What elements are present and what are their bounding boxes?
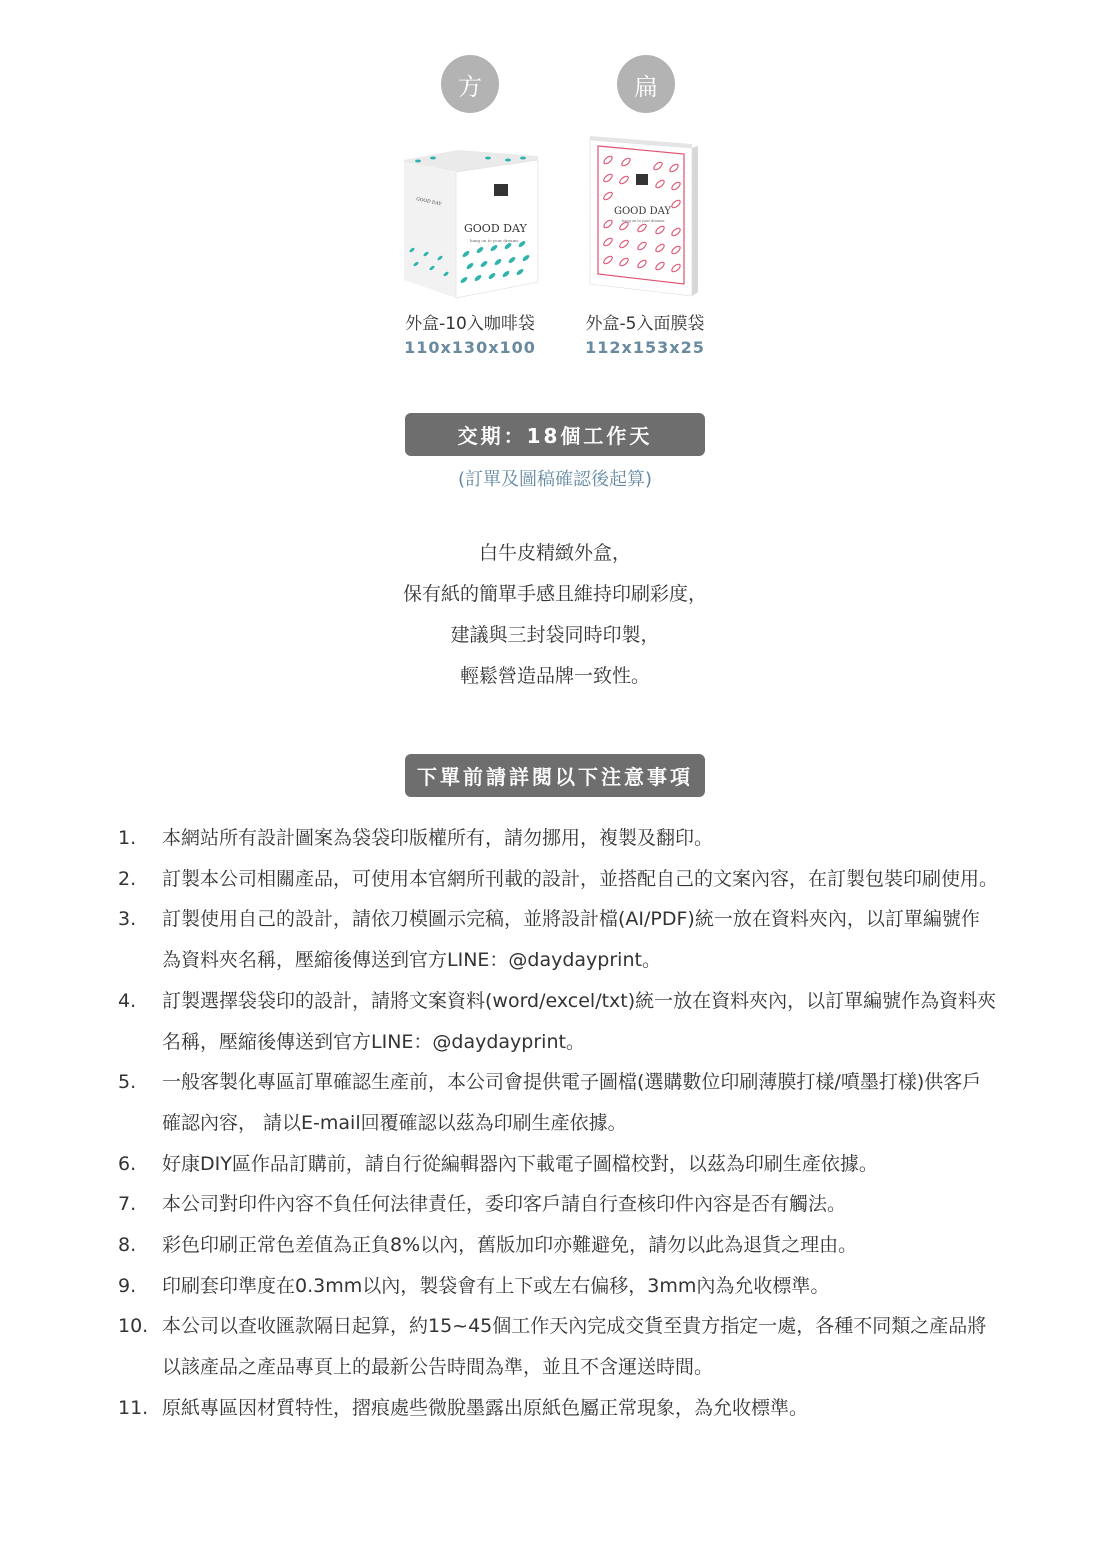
notice-item-number: 1. — [118, 827, 137, 849]
notice-item — [118, 1144, 998, 1185]
notice-item-number: 9. — [118, 1274, 137, 1297]
notice-item — [118, 1306, 998, 1387]
description-line: 保有紙的簡單手感且維持印刷彩度， — [402, 583, 707, 605]
notice-item — [118, 899, 998, 980]
notice-item-text: 一般客製化專區訂單確認生產前，本公司會提供電子圖檔(選購數位印刷薄膜打樣/噴墨打樣)供客戶確認內容， 請以E-mail回覆確認以茲為印刷生產依據。 — [162, 1071, 982, 1134]
product-size-coffee: 110x130x100 — [404, 338, 536, 357]
notice-item-number: 11. — [118, 1396, 149, 1419]
notice-item-text: 訂製本公司相關產品，可使用本官網所刊載的設計，並搭配自己的文案內容，在訂製包裝印刷使用。 — [162, 867, 999, 890]
notice-item-text: 本公司對印件內容不負任何法律責任，委印客戶請自行查核印件內容是否有觸法。 — [162, 1193, 847, 1216]
product-name-coffee: 外盒-10入咖啡袋 — [405, 314, 535, 334]
notice-item-number: 2. — [118, 867, 137, 890]
notice-item-number: 8. — [118, 1234, 137, 1257]
description-line: 建議與三封袋同時印製， — [450, 624, 660, 646]
notice-item-text: 訂製選擇袋袋印的設計，請將文案資料(word/excel/txt)統一放在資料夾內，以訂單編號作為資料夾名稱，壓縮後傳送到官方LINE：@daydayprint。 — [162, 989, 997, 1053]
notice-item-number: 5. — [118, 1071, 137, 1094]
description-line: 輕鬆營造品牌一致性。 — [459, 665, 650, 687]
notice-item-number: 7. — [118, 1193, 137, 1216]
delivery-note: (訂單及圖稿確認後起算) — [457, 469, 653, 490]
notice-item-number: 10. — [118, 1315, 149, 1338]
coffee-box-brand-subtext: hang on to your dreams — [470, 238, 519, 243]
notice-item — [118, 859, 998, 900]
notice-item — [118, 1062, 998, 1143]
notice-item-text: 本網站所有設計圖案為袋袋印版權所有，請勿挪用，複製及翻印。 — [162, 827, 714, 849]
notice-item-text: 彩色印刷正常色差值為正負8%以內，舊版加印亦難避免，請勿以此為退貨之理由。 — [162, 1234, 858, 1257]
notice-item — [118, 1225, 998, 1266]
product-name-mask: 外盒-5入面膜袋 — [585, 314, 705, 334]
notice-item-text: 訂製使用自己的設計，請依刀模圖示完稿，並將設計檔(AI/PDF)統一放在資料夾內，以訂單編號作為資料夾名稱，壓縮後傳送到官方LINE：@daydayprint。 — [162, 908, 980, 972]
notice-item — [118, 1184, 998, 1225]
mask-box-brand-text: GOOD DAY — [614, 206, 672, 217]
notice-item — [118, 1266, 998, 1307]
coffee-box-side-text: GOOD DAY — [415, 197, 442, 208]
shape-flat-badge[interactable]: 扁 — [617, 55, 675, 113]
notice-title-badge: 下單前請詳閱以下注意事項 — [405, 754, 705, 797]
notice-item — [118, 818, 998, 859]
notice-item — [118, 1388, 998, 1429]
mask-box-brand-subtext: hang on to your dreams — [622, 219, 665, 223]
product-size-mask: 112x153x25 — [585, 338, 705, 357]
description-line: 白牛皮精緻外盒， — [478, 542, 631, 564]
notice-item — [118, 981, 998, 1062]
shape-square-badge[interactable]: 方 — [441, 55, 499, 113]
product-image-coffee-box — [398, 150, 548, 300]
coffee-box-brand-text: GOOD DAY — [464, 222, 527, 235]
notice-item-text: 本公司以查收匯款隔日起算，約15~45個工作天內完成交貨至貴方指定一處，各種不同類之產品將以該產品之產品專頁上的最新公告時間為準，並且不含運送時間。 — [162, 1315, 987, 1379]
notice-item-number: 3. — [118, 908, 137, 931]
delivery-time-badge: 交期：18個工作天 — [405, 413, 705, 456]
notice-list — [118, 818, 998, 1429]
notice-item-text: 原紙專區因材質特性，摺痕處些微脫墨露出原紙色屬正常現象，為允收標準。 — [162, 1396, 809, 1419]
product-description — [0, 533, 1110, 697]
notice-item-text: 印刷套印準度在0.3mm以內，製袋會有上下或左右偏移，3mm內為允收標準。 — [162, 1274, 830, 1297]
product-image-mask-box — [584, 132, 706, 302]
notice-item-number: 4. — [118, 989, 137, 1012]
notice-item-number: 6. — [118, 1152, 137, 1175]
notice-item-text: 好康DIY區作品訂購前，請自行從編輯器內下載電子圖檔校對，以茲為印刷生產依據。 — [162, 1152, 878, 1175]
